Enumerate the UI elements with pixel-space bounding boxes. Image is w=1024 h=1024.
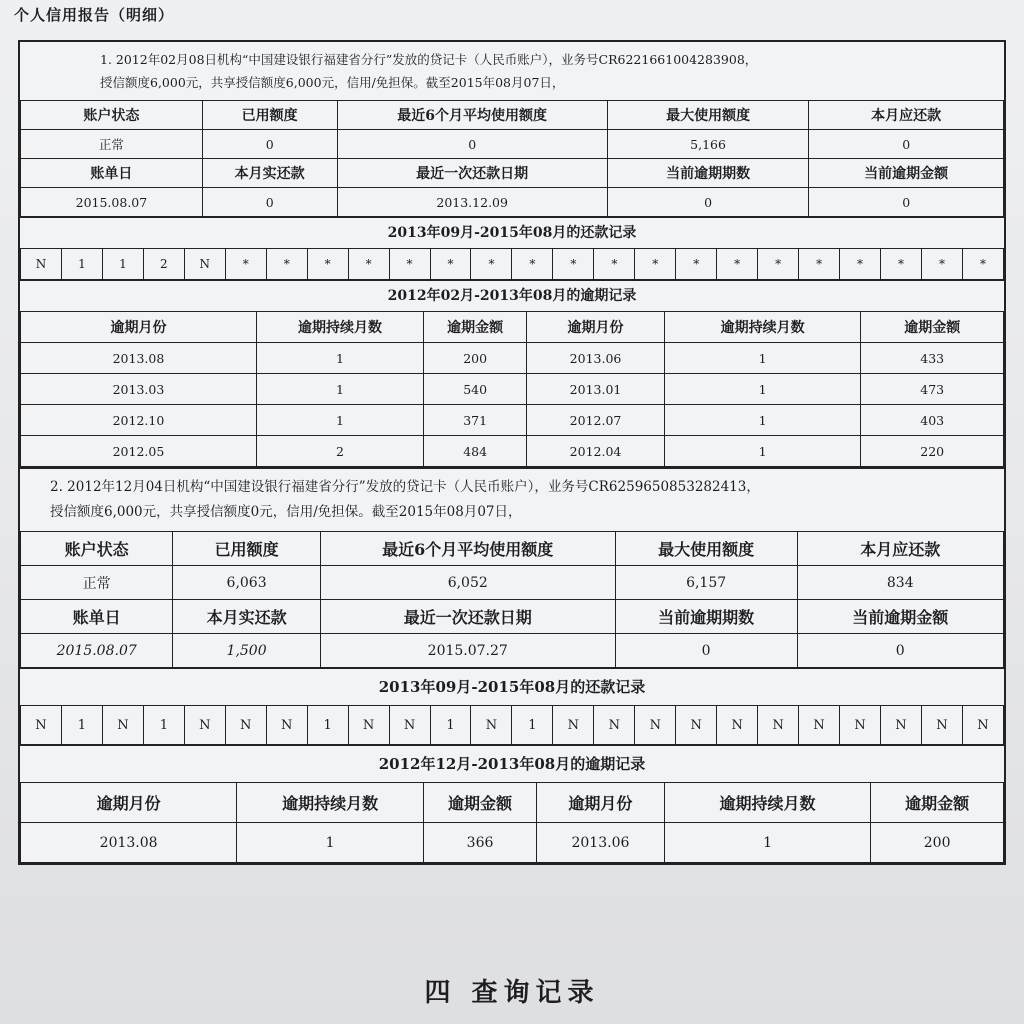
overdue-cell: 473 [861, 374, 1004, 405]
overdue-cell: 1 [664, 405, 861, 436]
account-2-overdue-title: 2012年12月-2013年08月的逾期记录 [20, 745, 1004, 782]
repayment-code: N [676, 706, 717, 745]
last-payment-date-header: 最近一次还款日期 [320, 600, 615, 634]
overdue-amount-header: 逾期金额 [871, 783, 1004, 823]
repayment-code: N [921, 706, 962, 745]
report-sheet [18, 40, 1006, 865]
repayment-code: N [758, 706, 799, 745]
repayment-code: * [225, 249, 266, 280]
repayment-code: * [840, 249, 881, 280]
overdue-cell: 1 [256, 405, 423, 436]
repayment-code: * [717, 249, 758, 280]
last-payment-date-value: 2013.12.09 [337, 188, 607, 217]
repayment-code: * [307, 249, 348, 280]
avg-6m-value: 6,052 [320, 566, 615, 600]
used-amount-value: 0 [202, 130, 337, 159]
repayment-code: N [840, 706, 881, 745]
max-used-value: 6,157 [615, 566, 797, 600]
account-2-overdue-table [20, 782, 1004, 863]
paid-this-month-header: 本月实还款 [202, 159, 337, 188]
account-1-summary-table [20, 100, 1004, 217]
repayment-code: * [389, 249, 430, 280]
overdue-month-header: 逾期月份 [21, 312, 257, 343]
overdue-cell: 403 [861, 405, 1004, 436]
overdue-duration-header: 逾期持续月数 [256, 312, 423, 343]
overdue-cell: 200 [871, 823, 1004, 863]
table-row [21, 436, 1004, 467]
overdue-periods-header: 当前逾期期数 [615, 600, 797, 634]
repayment-code: * [471, 249, 512, 280]
overdue-cell: 366 [424, 823, 537, 863]
repayment-code: N [225, 706, 266, 745]
table-row [21, 249, 1004, 280]
repayment-code: 1 [143, 706, 184, 745]
account-status-header: 账户状态 [21, 101, 203, 130]
max-used-header: 最大使用额度 [615, 532, 797, 566]
overdue-month-header: 逾期月份 [527, 312, 665, 343]
account-1-section [20, 42, 1004, 469]
overdue-periods-value: 0 [607, 188, 809, 217]
last-payment-date-value: 2015.07.27 [320, 634, 615, 668]
overdue-cell: 2012.04 [527, 436, 665, 467]
bill-date-header: 账单日 [21, 600, 173, 634]
table-row [21, 634, 1004, 668]
table-row [21, 101, 1004, 130]
table-row [21, 312, 1004, 343]
overdue-cell: 484 [424, 436, 527, 467]
table-row [21, 532, 1004, 566]
account-status-header: 账户状态 [21, 532, 173, 566]
repayment-code: * [962, 249, 1003, 280]
repayment-code: * [758, 249, 799, 280]
repayment-code: N [471, 706, 512, 745]
table-row [21, 159, 1004, 188]
overdue-amount-value: 0 [797, 634, 1003, 668]
repayment-code: 1 [512, 706, 553, 745]
due-this-month-header: 本月应还款 [809, 101, 1004, 130]
avg-6m-header: 最近6个月平均使用额度 [337, 101, 607, 130]
overdue-amount-header: 逾期金额 [424, 312, 527, 343]
paid-this-month-value: 1,500 [173, 634, 320, 668]
overdue-month-header: 逾期月份 [537, 783, 665, 823]
overdue-month-header: 逾期月份 [21, 783, 237, 823]
repayment-code: * [594, 249, 635, 280]
due-this-month-header: 本月应还款 [797, 532, 1003, 566]
overdue-cell: 2013.08 [21, 343, 257, 374]
repayment-code: 1 [61, 249, 102, 280]
avg-6m-header: 最近6个月平均使用额度 [320, 532, 615, 566]
next-section-title: 四 查询记录 [424, 978, 600, 1008]
overdue-cell: 1 [664, 343, 861, 374]
overdue-cell: 2012.07 [527, 405, 665, 436]
repayment-code: N [102, 706, 143, 745]
avg-6m-value: 0 [337, 130, 607, 159]
table-row [21, 188, 1004, 217]
bill-date-header: 账单日 [21, 159, 203, 188]
used-amount-header: 已用额度 [202, 101, 337, 130]
repayment-code: N [799, 706, 840, 745]
account-2-repayment-codes [20, 705, 1004, 745]
overdue-cell: 1 [664, 436, 861, 467]
repayment-code: N [21, 706, 62, 745]
max-used-value: 5,166 [607, 130, 809, 159]
repayment-code: * [553, 249, 594, 280]
account-2-intro-line-2: 授信额度6,000元，共享授信额度0元，信用/免担保。截至2015年08月07日， [50, 504, 522, 520]
repayment-code: 1 [102, 249, 143, 280]
account-status-value: 正常 [21, 566, 173, 600]
overdue-amount-header: 当前逾期金额 [809, 159, 1004, 188]
overdue-periods-header: 当前逾期期数 [607, 159, 809, 188]
account-1-intro-line-2: 授信额度6,000元，共享授信额度6,000元，信用/免担保。截至2015年08月07日， [100, 75, 565, 90]
max-used-header: 最大使用额度 [607, 101, 809, 130]
report-title: 个人信用报告（明细） [14, 6, 175, 24]
overdue-duration-header: 逾期持续月数 [237, 783, 424, 823]
account-1-overdue-table [20, 311, 1004, 467]
repayment-code: N [348, 706, 389, 745]
repayment-code: * [635, 249, 676, 280]
overdue-cell: 220 [861, 436, 1004, 467]
repayment-code: * [881, 249, 922, 280]
overdue-cell: 2 [256, 436, 423, 467]
overdue-amount-header: 逾期金额 [424, 783, 537, 823]
overdue-amount-header: 逾期金额 [861, 312, 1004, 343]
due-this-month-value: 834 [797, 566, 1003, 600]
table-row [21, 783, 1004, 823]
account-2-repayment-title: 2013年09月-2015年08月的还款记录 [20, 668, 1004, 705]
account-2-section [20, 469, 1004, 863]
used-amount-header: 已用额度 [173, 532, 320, 566]
overdue-duration-header: 逾期持续月数 [664, 783, 870, 823]
repayment-code: * [266, 249, 307, 280]
overdue-cell: 1 [664, 374, 861, 405]
paid-this-month-header: 本月实还款 [173, 600, 320, 634]
overdue-cell: 2013.03 [21, 374, 257, 405]
overdue-cell: 2013.06 [537, 823, 665, 863]
account-2-intro-line-1: 2. 2012年12月04日机构“中国建设银行福建省分行”发放的贷记卡（人民币账户），业务号CR6259650853282413， [50, 479, 760, 495]
table-row [21, 706, 1004, 745]
overdue-duration-header: 逾期持续月数 [664, 312, 861, 343]
overdue-cell: 1 [237, 823, 424, 863]
paid-this-month-value: 0 [202, 188, 337, 217]
table-row [21, 343, 1004, 374]
repayment-code: N [717, 706, 758, 745]
overdue-cell: 200 [424, 343, 527, 374]
overdue-cell: 2013.08 [21, 823, 237, 863]
repayment-code: 2 [143, 249, 184, 280]
account-status-value: 正常 [21, 130, 203, 159]
overdue-cell: 540 [424, 374, 527, 405]
table-row [21, 130, 1004, 159]
overdue-cell: 2012.10 [21, 405, 257, 436]
repayment-code: 1 [61, 706, 102, 745]
account-1-overdue-title: 2012年02月-2013年08月的逾期记录 [20, 280, 1004, 311]
table-row [21, 374, 1004, 405]
repayment-code: N [881, 706, 922, 745]
account-1-intro-line-1: 1. 2012年02月08日机构“中国建设银行福建省分行”发放的贷记卡（人民币账户），业务号CR6221661004283908， [100, 52, 758, 67]
account-1-intro [20, 42, 1004, 100]
repayment-code: N [389, 706, 430, 745]
repayment-code: * [676, 249, 717, 280]
repayment-code: * [512, 249, 553, 280]
account-2-summary-table [20, 531, 1004, 668]
repayment-code: * [921, 249, 962, 280]
overdue-cell: 433 [861, 343, 1004, 374]
overdue-cell: 2012.05 [21, 436, 257, 467]
repayment-code: N [594, 706, 635, 745]
repayment-code: N [553, 706, 594, 745]
repayment-code: N [635, 706, 676, 745]
overdue-amount-header: 当前逾期金额 [797, 600, 1003, 634]
account-2-intro [20, 469, 1004, 531]
repayment-code: N [21, 249, 62, 280]
overdue-cell: 1 [256, 343, 423, 374]
repayment-code: N [962, 706, 1003, 745]
last-payment-date-header: 最近一次还款日期 [337, 159, 607, 188]
repayment-code: 1 [430, 706, 471, 745]
repayment-code: 1 [307, 706, 348, 745]
overdue-cell: 1 [664, 823, 870, 863]
used-amount-value: 6,063 [173, 566, 320, 600]
overdue-cell: 2013.06 [527, 343, 665, 374]
repayment-code: * [348, 249, 389, 280]
overdue-cell: 1 [256, 374, 423, 405]
bill-date-value: 2015.08.07 [21, 634, 173, 668]
repayment-code: N [184, 706, 225, 745]
table-row [21, 600, 1004, 634]
due-this-month-value: 0 [809, 130, 1004, 159]
repayment-code: * [430, 249, 471, 280]
account-1-repayment-title: 2013年09月-2015年08月的还款记录 [20, 217, 1004, 248]
account-1-repayment-codes [20, 248, 1004, 280]
overdue-periods-value: 0 [615, 634, 797, 668]
table-row [21, 405, 1004, 436]
table-row [21, 823, 1004, 863]
table-row [21, 566, 1004, 600]
overdue-cell: 371 [424, 405, 527, 436]
overdue-cell: 2013.01 [527, 374, 665, 405]
repayment-code: N [266, 706, 307, 745]
overdue-amount-value: 0 [809, 188, 1004, 217]
bill-date-value: 2015.08.07 [21, 188, 203, 217]
repayment-code: * [799, 249, 840, 280]
repayment-code: N [184, 249, 225, 280]
